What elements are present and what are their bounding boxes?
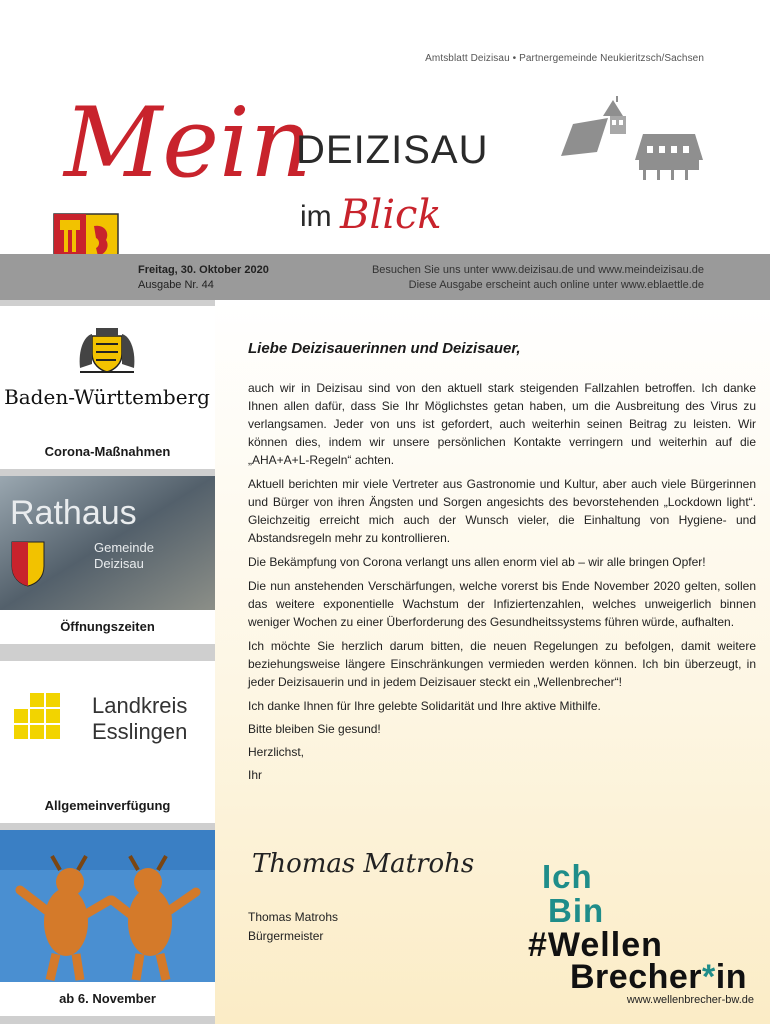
- letter-paragraph-5: Ich möchte Sie herzlich darum bitten, die neuen Regelungen zu befolgen, damit weitere beziehungsweise längere Einschränkungen vermieden werden können. Ich bin überzeugt, in jeder Deizisauerin und in jedem Deizisauer steckt ein „Wellenbrecher“!: [248, 639, 756, 689]
- wellenbrecher-campaign-logo: [528, 858, 758, 998]
- issue-info-left: [138, 263, 269, 293]
- landkreis-logo-line2: Esslingen: [92, 719, 188, 744]
- mayor-letter: [248, 340, 756, 789]
- campaign-line-4b: in: [715, 958, 747, 996]
- november-caption[interactable]: ab 6. November: [0, 982, 215, 1016]
- landkreis-esslingen-logo: [0, 661, 215, 789]
- letter-paragraph-1: auch wir in Deizisau sind von den aktuell stark steigenden Fallzahlen betroffen. Ich danke Ihnen allen dafür, dass Sie Ihr Möglichstes getan haben, um die Ausbreitung des Virus zu verlangsamen. Jeder von uns ist gefordert, auch weiterhin seinen Beitrag zu leisten. Wir können dies, indem wir unsere persönlichen Kontakte verringern und weiterhin auf die „AHA+A+L-Regeln“ achten.: [248, 381, 756, 467]
- blick-script-logo: [338, 184, 448, 240]
- letter-paragraph-2: Aktuell berichten mir viele Vertreter aus Gastronomie und Kultur, aber auch viele Bürgerinnen und Bürger von ihren Ängsten und Sorgen angesichts des bevorstehenden „Lockdown light“. Gleichzeitig erreicht mich auch der Wunsch vieler, die Einhaltung von Hygiene- und Abstandsregeln mehr zu kontrollieren.: [248, 477, 756, 545]
- campaign-line-1: Ich: [542, 858, 593, 895]
- signature-handwriting: Thomas Matrohs: [252, 849, 475, 879]
- issue-info-bar: [0, 254, 770, 300]
- sidebar-card-landkreis[interactable]: [0, 661, 215, 823]
- blick-script-text: Blick: [340, 192, 442, 238]
- landkreis-logo-line1: Landkreis: [92, 693, 188, 718]
- issue-number: Ausgabe Nr. 44: [138, 279, 214, 291]
- rathaus-sign-photo: [0, 476, 215, 610]
- campaign-line-4a: Brecher: [570, 958, 703, 996]
- corona-measures-caption[interactable]: Corona-Maßnahmen: [0, 435, 215, 469]
- website-line[interactable]: Besuchen Sie uns unter www.deizisau.de und www.meindeizisau.de: [371, 264, 704, 276]
- opening-hours-caption[interactable]: Öffnungszeiten: [0, 610, 215, 644]
- signer-name: Thomas Matrohs: [248, 910, 339, 924]
- issue-date: Freitag, 30. Oktober 2020: [138, 264, 269, 276]
- letter-paragraph-4: Die nun anstehenden Verschärfungen, welche vorerst bis Ende November 2020 gelten, sollen das weitere exponentielle Wachstum der Infiziertenzahlen, welches unweigerlich binnen weniger Wochen zu einer Überforderung des Gesundheitssystems führen würde, aufhalten.: [248, 579, 756, 629]
- campaign-line-3: #Wellen: [528, 926, 663, 964]
- letter-paragraph-3: Die Bekämpfung von Corona verlangt uns allen enorm viel ab – wir alle bringen Opfer!: [248, 555, 706, 569]
- bw-logo-text: Baden-Württemberg: [4, 385, 210, 409]
- bw-coat-of-arms-icon: [80, 328, 135, 372]
- sidebar-card-november[interactable]: [0, 830, 215, 1016]
- rathaus-sign-line2: Deizisau: [94, 556, 144, 571]
- landkreis-squares-icon: [14, 693, 60, 739]
- sidebar-card-corona[interactable]: [0, 306, 215, 469]
- general-decree-caption[interactable]: Allgemeinverfügung: [0, 789, 215, 823]
- rathaus-sign-title: Rathaus: [10, 494, 137, 532]
- church-icon: [553, 96, 643, 166]
- online-edition-line[interactable]: Diese Ausgabe erscheint auch online unter www.eblaettle.de: [408, 279, 704, 291]
- bw-logo: [0, 306, 215, 435]
- campaign-star: *: [702, 958, 716, 996]
- campaign-line-4: [570, 958, 747, 997]
- sidebar-card-rathaus[interactable]: [0, 476, 215, 644]
- mayor-signature: [250, 832, 475, 890]
- rathaus-sign-line1: Gemeinde: [94, 540, 154, 555]
- masthead-topline: Amtsblatt Deizisau • Partnergemeinde Neukieritzsch/Sachsen: [425, 53, 704, 64]
- sidebar: [0, 300, 215, 1024]
- letter-paragraph-6: Ich danke Ihnen für Ihre gelebte Solidarität und Ihre aktive Mithilfe.: [248, 699, 601, 713]
- issue-info-right: [372, 263, 704, 293]
- signer-block: [248, 908, 338, 946]
- deizisau-crest-small-icon: [12, 542, 44, 586]
- letter-paragraph-7: Bitte bleiben Sie gesund!: [248, 722, 381, 736]
- mein-script-text: Mein: [64, 87, 312, 199]
- campaign-url[interactable]: www.wellenbrecher-bw.de: [626, 994, 754, 1006]
- letter-salutation: Liebe Deizisauerinnen und Deizisauer,: [248, 340, 521, 357]
- im-wordmark: im: [300, 200, 332, 233]
- deizisau-wordmark: DEIZISAU: [296, 128, 489, 172]
- letter-closing: Herzlichst,: [248, 745, 305, 759]
- campaign-line-2: Bin: [548, 892, 605, 929]
- letter-ihr: Ihr: [248, 768, 263, 782]
- half-timbered-house-icon: [631, 128, 706, 184]
- goat-illustration: [0, 830, 215, 982]
- mein-script-logo: [60, 78, 312, 208]
- signer-role: Bürgermeister: [248, 929, 324, 943]
